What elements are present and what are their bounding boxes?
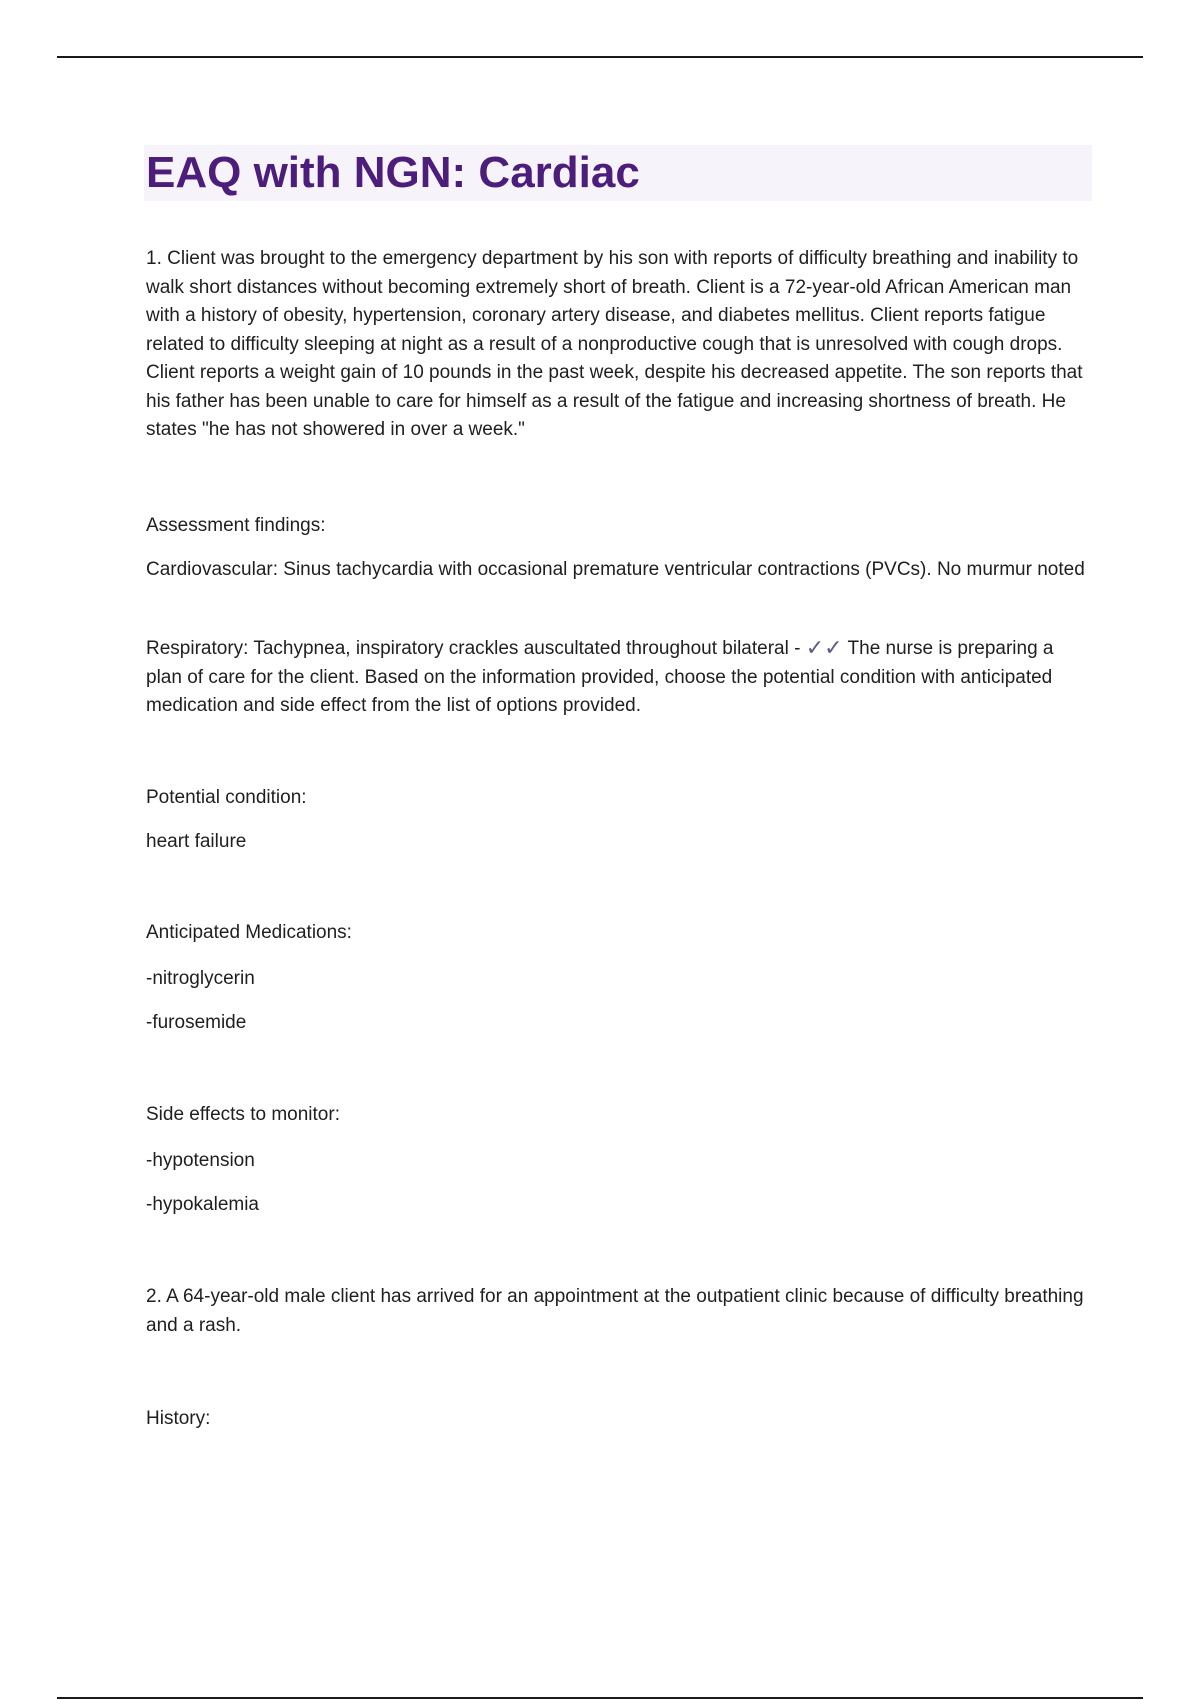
history-heading-text: History: <box>146 1408 211 1429</box>
footer-rule <box>57 1697 1143 1699</box>
question-1-intro <box>146 245 1092 445</box>
question-1-text: 1. Client was brought to the emergency department by his son with reports of difficulty breathing and inability to walk short distances without becoming extremely short of breath. Client is a 72-year-old African American man with a history of obesity, hypertension, coronary artery disease, and diabetes mellitus. Client reports fatigue related to difficulty sleeping at night as a result of a nonproductive cough that is unresolved with cough drops. Client reports a weight gain of 10 pounds in the past week, despite his decreased appetite. The son reports that his father has been unable to care for himself as a result of the fatigue and increasing shortness of breath. He states "he has not showered in over a week." <box>146 248 1083 440</box>
check-icon: ✓✓ <box>805 635 843 660</box>
question-2-text: 2. A 64-year-old male client has arrived for an appointment at the outpatient clinic because of difficulty breathing and a rash. <box>146 1286 1084 1336</box>
respiratory-text: Respiratory: Tachypnea, inspiratory crackles auscultated throughout bilateral - <box>146 638 806 659</box>
condition-answer-text: heart failure <box>146 831 247 852</box>
header-rule <box>57 56 1143 58</box>
medication-item-text: -nitroglycerin <box>146 968 255 989</box>
condition-heading-text: Potential condition: <box>146 787 307 808</box>
cardiovascular-text: Cardiovascular: Sinus tachycardia with occasional premature ventricular contractions (PVCs). No murmur noted <box>146 559 1085 580</box>
side-effects-heading <box>146 1101 1092 1130</box>
assessment-heading <box>146 512 1092 541</box>
side-effect-item-text: -hypokalemia <box>146 1194 259 1215</box>
medications-heading <box>146 919 1092 948</box>
history-heading <box>146 1405 1092 1434</box>
cardiovascular-finding <box>146 556 1092 585</box>
assessment-heading-text: Assessment findings: <box>146 515 326 536</box>
condition-heading <box>146 784 1092 813</box>
nurse-prompt-text: The nurse is preparing a plan of care for the client. Based on the information provided, choose the potential condition with anticipated medication and side effect from the list of options provided. <box>146 638 1054 716</box>
document-title: EAQ with NGN: Cardiac <box>146 148 640 197</box>
question-2-intro <box>146 1283 1092 1340</box>
medications-heading-text: Anticipated Medications: <box>146 922 352 943</box>
medication-item <box>146 1009 1092 1038</box>
side-effect-item-text: -hypotension <box>146 1150 255 1171</box>
respiratory-finding <box>146 635 1092 721</box>
side-effect-item <box>146 1191 1092 1220</box>
medication-item-text: -furosemide <box>146 1012 247 1033</box>
side-effect-item <box>146 1147 1092 1176</box>
medication-item <box>146 965 1092 994</box>
side-effects-heading-text: Side effects to monitor: <box>146 1104 340 1125</box>
condition-answer <box>146 828 1092 857</box>
respiratory-paragraph <box>146 635 1092 721</box>
